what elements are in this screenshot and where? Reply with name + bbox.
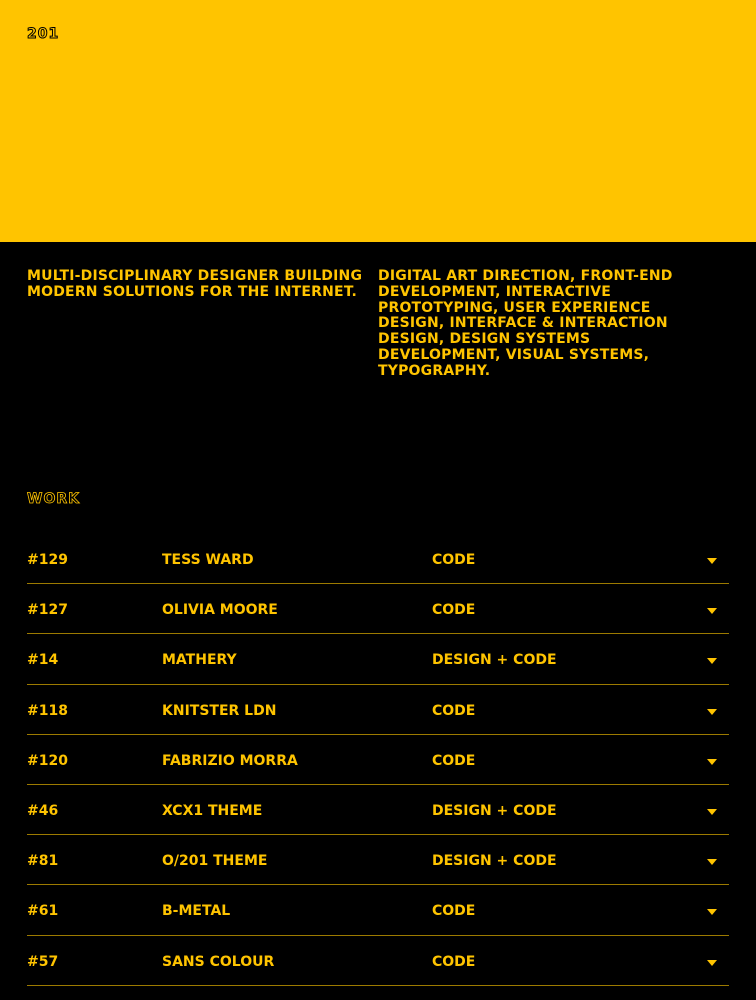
work-row-knitster-ldn[interactable] [27, 685, 729, 735]
project-number: #46 [27, 802, 59, 819]
project-number: #14 [27, 652, 59, 669]
project-type: CODE [432, 752, 476, 769]
work-row-fabrizio-morra[interactable] [27, 735, 729, 785]
project-name: SANS COLOUR [162, 953, 275, 970]
caret-down-icon[interactable] [707, 809, 717, 815]
project-type: CODE [432, 953, 476, 970]
caret-down-icon[interactable] [707, 608, 717, 614]
project-name: KNITSTER LDN [162, 702, 277, 719]
work-row-olivia-moore[interactable] [27, 584, 729, 634]
work-row-b-metal[interactable] [27, 885, 729, 935]
services-text: DIGITAL ART DIRECTION, FRONT-END DEVELOPMENT, INTERACTIVE PROTOTYPING, USER EXPERIENCE DESIGN, INTERFACE & INTERACTION DESIGN, DESIGN SYSTEMS DEVELOPMENT, VISUAL SYSTEMS, TYPOGRAPHY. [378, 268, 673, 379]
hero-banner [0, 0, 756, 242]
project-name: OLIVIA MOORE [162, 602, 278, 619]
project-type: DESIGN + CODE [432, 853, 557, 870]
project-name: XCX1 THEME [162, 802, 263, 819]
caret-down-icon[interactable] [707, 558, 717, 564]
project-name: FABRIZIO MORRA [162, 752, 298, 769]
project-number: #61 [27, 903, 59, 920]
caret-down-icon[interactable] [707, 759, 717, 765]
work-row-tess-ward[interactable] [27, 534, 729, 584]
work-row-sans-colour[interactable] [27, 936, 729, 986]
project-name: B-METAL [162, 903, 231, 920]
intro-section [0, 242, 756, 492]
project-number: #81 [27, 853, 59, 870]
project-name: MATHERY [162, 652, 237, 669]
caret-down-icon[interactable] [707, 909, 717, 915]
work-row-mathery[interactable] [27, 634, 729, 684]
project-type: CODE [432, 702, 476, 719]
caret-down-icon[interactable] [707, 960, 717, 966]
caret-down-icon[interactable] [707, 859, 717, 865]
project-number: #57 [27, 953, 59, 970]
project-type: CODE [432, 903, 476, 920]
caret-down-icon[interactable] [707, 658, 717, 664]
project-number: #127 [27, 602, 68, 619]
project-number: #129 [27, 552, 68, 568]
site-logo[interactable]: 201 [27, 26, 60, 42]
caret-down-icon[interactable] [707, 709, 717, 715]
work-section-heading: WORK [27, 491, 80, 507]
work-row-xcx1-theme[interactable] [27, 785, 729, 835]
work-row-o201-theme[interactable] [27, 835, 729, 885]
project-type: DESIGN + CODE [432, 652, 557, 669]
project-name: O/201 THEME [162, 853, 268, 870]
project-type: CODE [432, 552, 476, 568]
project-number: #120 [27, 752, 68, 769]
project-type: CODE [432, 602, 476, 619]
project-type: DESIGN + CODE [432, 802, 557, 819]
tagline-text: MULTI-DISCIPLINARY DESIGNER BUILDING MODERN SOLUTIONS FOR THE INTERNET. [27, 268, 363, 300]
work-list [27, 534, 729, 986]
project-number: #118 [27, 702, 68, 719]
project-name: TESS WARD [162, 552, 254, 568]
